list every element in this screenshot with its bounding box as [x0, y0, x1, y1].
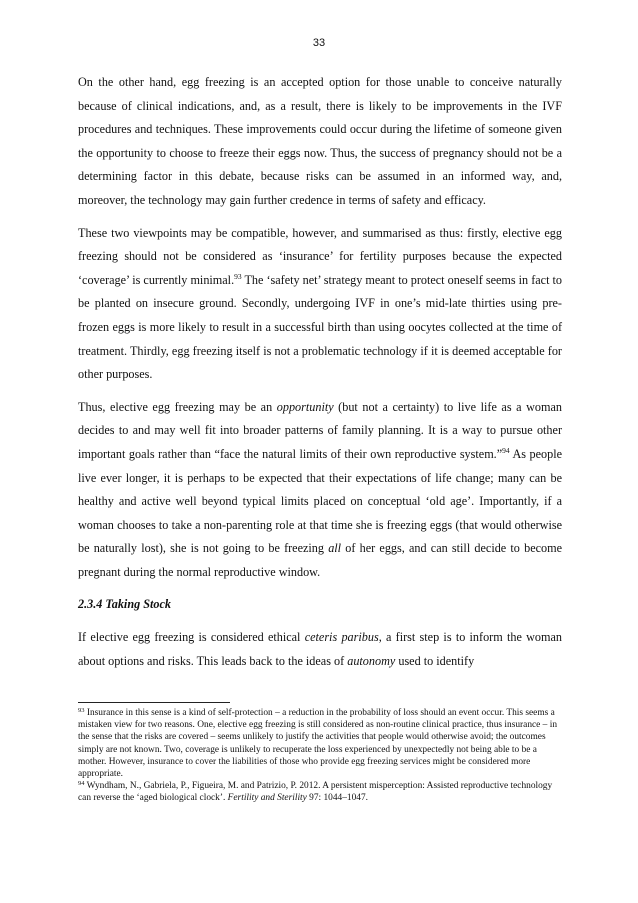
text-run: Insurance in this sense is a kind of self-protection – a reduction in the probability of loss should an event occur. This seems a mistaken view for two reasons. One, elective egg freezing is still considered as non-routine clinical practice, thus insurance – in the sense that the risks are covered – seems unlikely to justify the activities that people would otherwise avoid; the outcomes simply are not known. Two, coverage is unlikely to recuperate the loss experienced by unexpectedly not being able to be a mother. However, insurance to cover the liabilities of those who provide egg freezing services might be considered more appropriate. [78, 708, 558, 780]
emphasis-text: opportunity [276, 399, 334, 414]
text-run: The ‘safety net’ strategy meant to protect oneself seems in fact to be planted on insecure ground. Secondly, undergoing IVF in one’s mid-late thirties using pre-frozen eggs is more likely to result in a successful birth than using oocytes collected at the time of treatment. Thirdly, egg freezing itself is not a problematic technology if it is deemed acceptable for other purposes. [78, 272, 562, 382]
text-run: (but not a certainty) to live life as a woman decides to and may well fit into broader patterns of family planning. It is a way to pursue other important goals rather than “face the natural limits of their own reproductive system.” [78, 399, 562, 461]
emphasis-text: autonomy [347, 653, 396, 668]
footnotes [78, 707, 562, 805]
emphasis-text: all [328, 541, 342, 556]
text-run: These two viewpoints may be compatible, however, and summarised as thus: firstly, elective egg freezing should not be considered as ‘insurance’ for fertility purposes because the expected ‘coverage’ is currently minimal. [78, 225, 562, 287]
emphasis-text: Fertility and Sterility [227, 793, 307, 804]
footnote-ref: 93 [78, 707, 85, 714]
paragraph [78, 71, 562, 213]
footnote-ref: 94 [78, 780, 85, 788]
text-run: Wyndham, N., Gabriela, P., Figueira, M. and Patrizio, P. 2012. A persistent misperception: Assisted reproductive technology can reverse the ‘aged biological clock’. [78, 781, 553, 804]
text-run: used to identify [395, 653, 475, 668]
footnote-ref: 93 [234, 271, 242, 281]
text-run: Thus, elective egg freezing may be an [78, 399, 277, 414]
paragraph [78, 222, 562, 387]
footnote [78, 707, 562, 780]
footnote-separator [78, 702, 230, 703]
footnote [78, 780, 562, 804]
page-number: 33 [312, 37, 326, 49]
text-run: On the other hand, egg freezing is an accepted option for those unable to conceive naturally because of clinical indications, and, as a result, there is likely to be improvements in the IVF procedures and techniques. These improvements could occur during the lifetime of someone given the opportunity to choose to freeze their eggs now. Thus, the success of pregnancy should not be a determining factor in this debate, because risks can be assumed in an informed way, and, moreover, the technology may gain further credence in terms of safety and efficacy. [78, 75, 562, 207]
text-run: As people live ever longer, it is perhaps to be expected that their expectations of life change; many can be healthy and active well beyond typical limits placed on conceptual ‘old age’. Importantly, if a woman chooses to take a non-parenting role at that time she is freezing eggs (that would otherwise be naturally lost), she is not going to be freezing [78, 446, 563, 556]
text-run: 97: 1044–1047. [306, 793, 369, 804]
paragraph [78, 626, 562, 673]
text-run: of her eggs, and can still decide to become pregnant during the normal reproductive window. [78, 541, 562, 579]
body-text [78, 71, 562, 682]
footnote-ref: 94 [502, 445, 510, 455]
paragraph [78, 396, 562, 585]
section-heading: 2.3.4 Taking Stock [78, 597, 171, 612]
emphasis-text: ceteris paribus [304, 630, 379, 645]
text-run: If elective egg freezing is considered ethical [78, 630, 305, 645]
text-run: , a first step is to inform the woman about options and risks. This leads back to the ideas of [78, 630, 562, 668]
